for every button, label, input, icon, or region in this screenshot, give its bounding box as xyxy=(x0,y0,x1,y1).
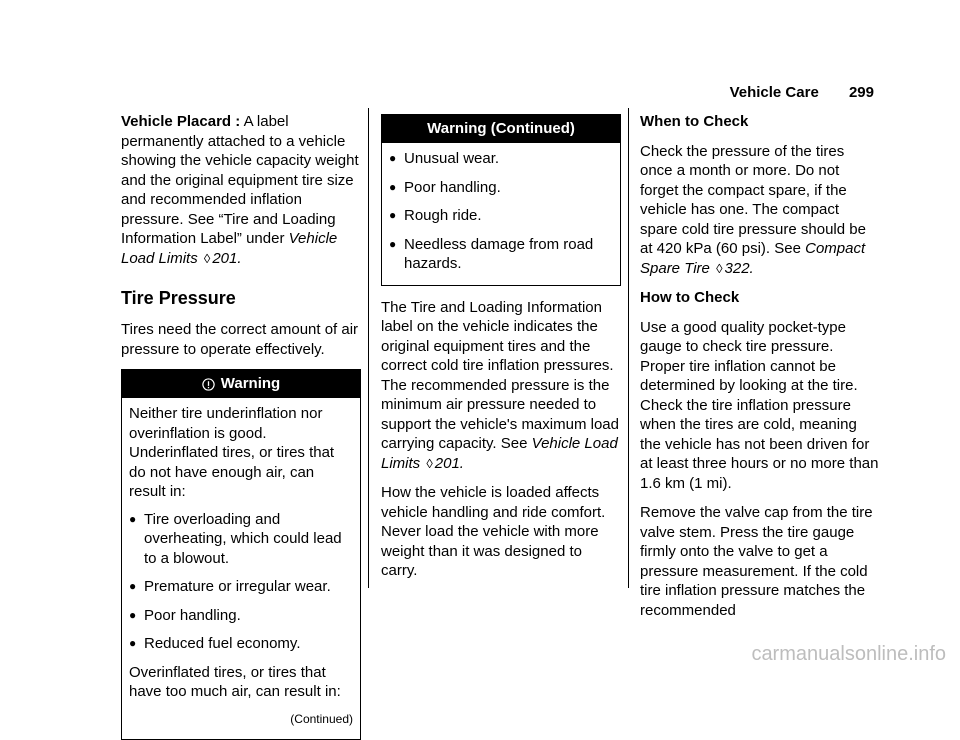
when-to-check-paragraph: Check the pressure of the tires once a month or more. Do not forget the compact spare, if the vehicle has one. The compact spare cold tire pressure should be at 420 kPa (60 psi). See Compact Spare Tire ◊ 322. xyxy=(640,142,866,277)
list-item: ● Poor handling. xyxy=(389,178,501,196)
bullet-icon: ● xyxy=(389,151,397,165)
xref-page[interactable]: 322. xyxy=(724,259,754,277)
list-item: ● Needless damage from road hazards. xyxy=(389,235,594,272)
page-number: 299 xyxy=(848,84,874,101)
xref-link[interactable]: Vehicle Load Limits xyxy=(381,435,618,472)
warning-body xyxy=(382,143,620,285)
warning-list xyxy=(389,149,613,274)
warning-title: Warning xyxy=(220,375,281,392)
bullet-icon: ● xyxy=(389,236,397,251)
warning-box xyxy=(121,369,361,740)
warning-title-bar xyxy=(382,115,620,143)
section-title: Vehicle Care xyxy=(729,84,819,101)
section-heading: Tire Pressure xyxy=(121,288,236,308)
page-header xyxy=(730,84,874,101)
continued-label: (Continued) xyxy=(290,711,353,726)
watermark: carmanualsonline.info xyxy=(751,643,946,665)
warning-list xyxy=(129,510,353,654)
warning-icon xyxy=(202,378,215,391)
loading-effects-paragraph: How the vehicle is loaded affects vehicle handling and ride comfort. Never load the vehicle with more weight than it was designed to carry. xyxy=(381,484,606,579)
list-item: ● Premature or irregular wear. xyxy=(129,578,331,595)
warning-body xyxy=(122,398,360,739)
loading-label-paragraph: The Tire and Loading Information label on the vehicle indicates the original equipment tires and the correct cold tire inflation pressures. The recommended pressure is the minimum air pressure needed to support the vehicle's maximum load carrying capacity. See Vehicle Load Limits ◊ 201. xyxy=(381,298,619,472)
column-3 xyxy=(640,112,880,630)
subheading-how-to-check: How to Check xyxy=(640,289,740,306)
warning-lead: Neither tire underinflation nor overinflation is good. Underinflated tires, or tires that do not have enough air, can result in: xyxy=(129,405,335,500)
how-to-check-paragraph: Use a good quality pocket-type gauge to check tire pressure. Proper tire inflation cannot be determined by looking at the tire. Check the tire inflation pressure when the tires are cold, meaning the vehicle has not been driven for at least three hours or no more than 1.6 km (1 mi). xyxy=(640,318,879,492)
xref-icon: ◊ xyxy=(716,260,723,276)
xref-icon: ◊ xyxy=(203,250,211,266)
list-item: ● Tire overloading and overheating, which could lead to a blowout. xyxy=(129,510,342,567)
list-item: ● Poor handling. xyxy=(129,606,241,624)
term: Vehicle Placard : xyxy=(121,113,241,130)
bullet-icon: ● xyxy=(129,511,137,526)
warning-title-bar xyxy=(122,370,360,398)
bullet-icon: ● xyxy=(129,607,137,622)
bullet-icon: ● xyxy=(389,208,397,222)
xref-page[interactable]: 201. xyxy=(434,454,464,472)
list-item: ● Unusual wear. xyxy=(389,150,500,167)
bullet-icon: ● xyxy=(129,579,137,593)
xref-link[interactable]: Vehicle Load Limits xyxy=(121,230,338,267)
intro-paragraph: Tires need the correct amount of air pressure to operate effectively. xyxy=(121,321,359,358)
list-item: ● Reduced fuel economy. xyxy=(129,635,301,652)
vehicle-placard-definition: Vehicle Placard : A label permanently attached to a vehicle showing the vehicle capacity weight and the original equipment tire size and recommended inflation pressure. See “Tire and Loading Information Label” under Vehicle Load Limits ◊ 201. xyxy=(121,113,359,267)
column-1 xyxy=(121,112,361,740)
column-2 xyxy=(381,112,621,591)
warning-title: Warning (Continued) xyxy=(427,120,575,137)
xref-page[interactable]: 201. xyxy=(212,249,242,267)
warning-box-continued xyxy=(381,114,621,286)
column-divider xyxy=(628,108,629,588)
xref-icon: ◊ xyxy=(426,455,433,471)
xref-link[interactable]: Compact Spare Tire xyxy=(640,240,866,277)
bullet-icon: ● xyxy=(129,636,137,650)
warning-tail: Overinflated tires, or tires that have too much air, can result in: xyxy=(129,663,341,700)
subheading-when-to-check: When to Check xyxy=(640,113,749,130)
list-item: ● Rough ride. xyxy=(389,207,482,224)
valve-cap-paragraph: Remove the valve cap from the tire valve stem. Press the tire gauge firmly onto the valve to get a pressure measurement. If the cold tire inflation pressure matches the recommended xyxy=(640,504,873,619)
bullet-icon: ● xyxy=(389,179,397,194)
column-divider xyxy=(368,108,369,588)
